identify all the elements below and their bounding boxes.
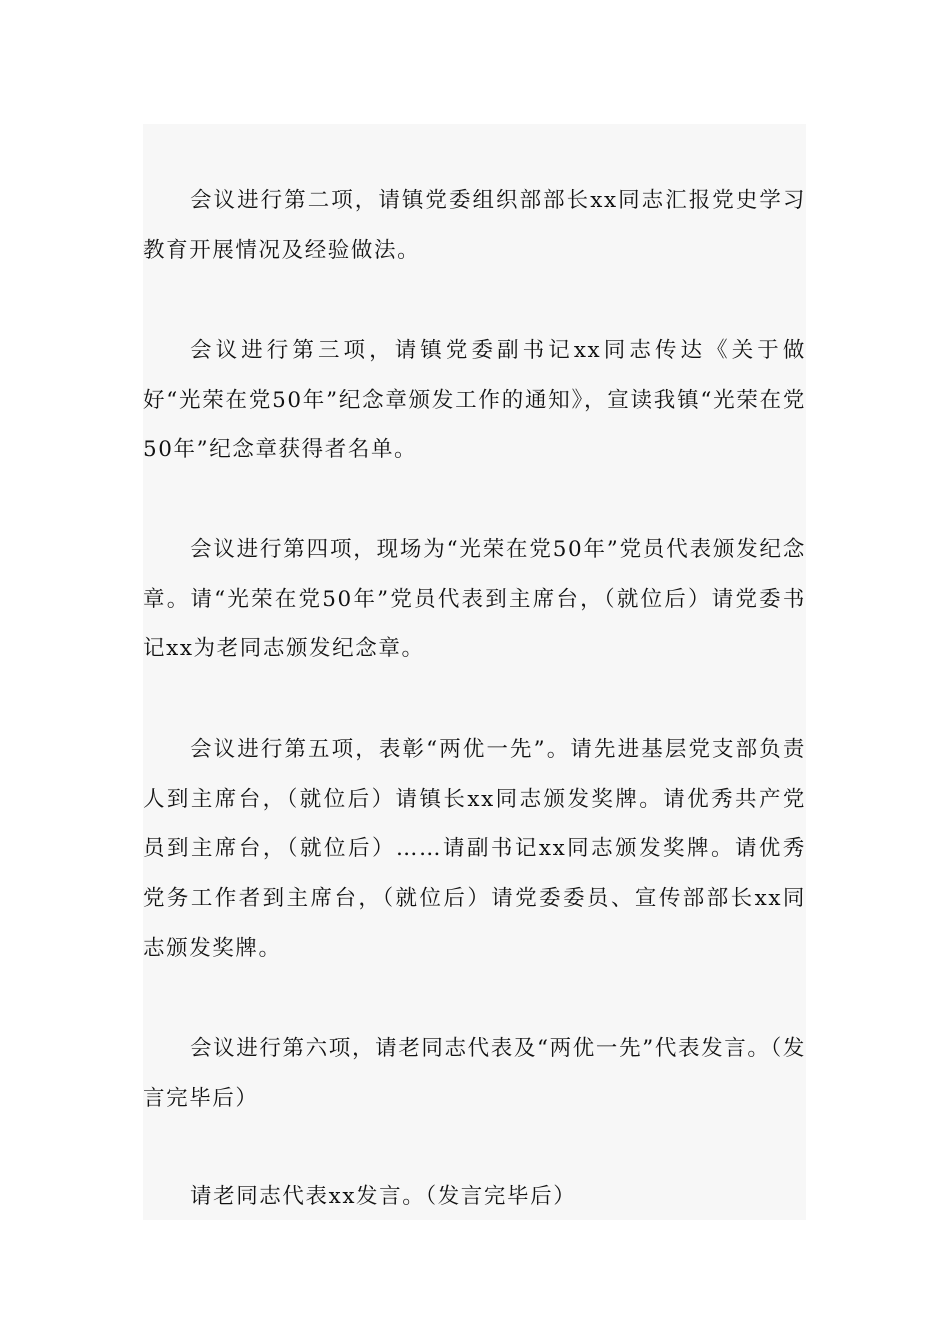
paragraph-item-6: 会议进行第六项，请老同志代表及“两优一先”代表发言。（发言完毕后） xyxy=(143,1036,806,1111)
paragraph-item-3: 会议进行第三项，请镇党委副书记xx同志传达《关于做好“光荣在党50年”纪念章颁发工作的通知》，宣读我镇“光荣在党50年”纪念章获得者名单。 xyxy=(143,338,806,463)
paragraph-item-5: 会议进行第五项，表彰“两优一先”。请先进基层党支部负责人到主席台，（就位后）请镇长xx同志颁发奖牌。请优秀共产党员到主席台，（就位后）……请副书记xx同志颁发奖牌。请优秀党务工作者到主席台，（就位后）请党委委员、宣传部部长xx同志颁发奖牌。 xyxy=(143,737,806,961)
document-page xyxy=(143,124,806,1220)
paragraph-item-2: 会议进行第二项，请镇党委组织部部长xx同志汇报党史学习教育开展情况及经验做法。 xyxy=(143,188,806,263)
paragraph-veteran-speech: 请老同志代表xx发言。（发言完毕后） xyxy=(190,1184,577,1209)
paragraph-item-4: 会议进行第四项，现场为“光荣在党50年”党员代表颁发纪念章。请“光荣在党50年”党员代表到主席台，（就位后）请党委书记xx为老同志颁发纪念章。 xyxy=(143,537,806,662)
